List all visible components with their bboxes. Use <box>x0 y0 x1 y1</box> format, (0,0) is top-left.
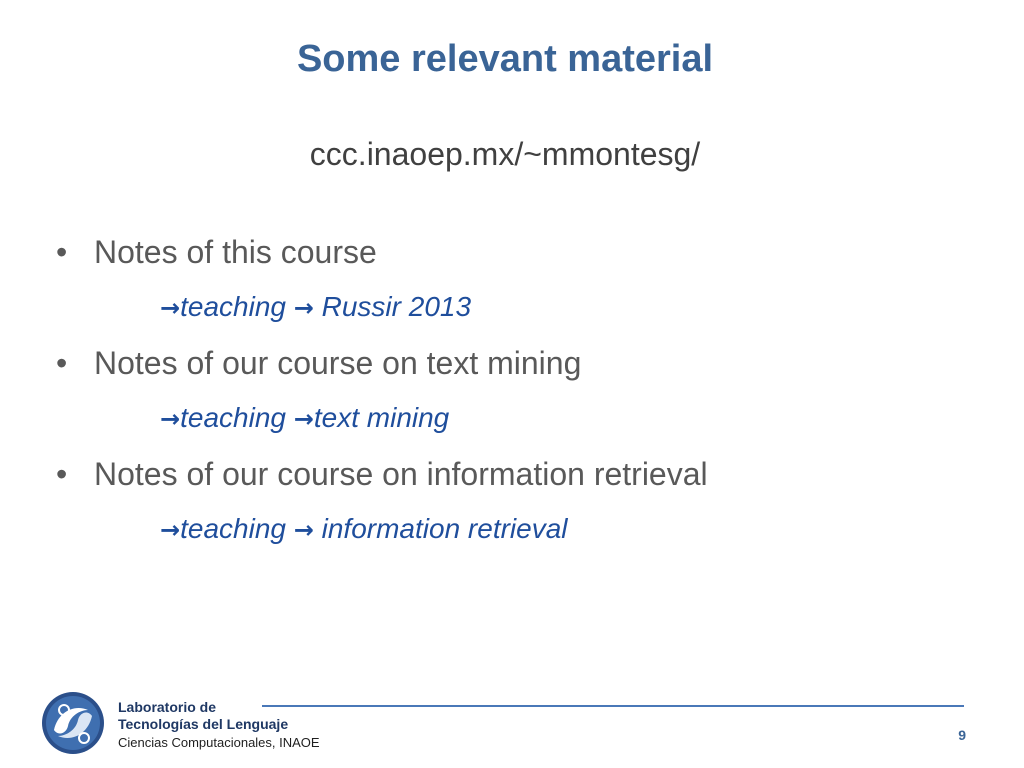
arrow-right-icon: → <box>293 405 314 433</box>
bullet-text: Notes of our course on text mining <box>94 345 582 381</box>
bullet-text: Notes of this course <box>94 234 377 270</box>
path-link-teaching[interactable]: teaching <box>180 513 294 544</box>
bullet-glyph: • <box>56 234 68 270</box>
homepage-url: ccc.inaoep.mx/~mmontesg/ <box>309 136 701 172</box>
nav-path <box>160 402 449 434</box>
lab-name-line1: Laboratorio de <box>118 699 217 715</box>
page-number: 9 <box>958 727 966 743</box>
inaoe-logo-icon <box>40 690 106 756</box>
bullet-glyph: • <box>56 456 68 492</box>
path-link-teaching[interactable]: teaching <box>180 402 294 433</box>
bullet-item <box>56 345 581 382</box>
arrow-right-icon: → <box>293 294 314 322</box>
bullet-item <box>56 234 377 271</box>
arrow-right-icon: → <box>160 516 181 544</box>
path-link-russir[interactable]: Russir 2013 <box>313 291 472 322</box>
path-link-text-mining[interactable]: text mining <box>313 402 450 433</box>
bullet-text: Notes of our course on information retrieval <box>94 456 708 492</box>
nav-path <box>160 513 568 545</box>
bullet-item <box>56 456 708 493</box>
arrow-right-icon: → <box>160 405 181 433</box>
lab-name-line2: Tecnologías del Lenguaje <box>118 716 289 732</box>
bullet-glyph: • <box>56 345 68 381</box>
arrow-right-icon: → <box>160 294 181 322</box>
institution-name: Ciencias Computacionales, INAOE <box>118 735 320 750</box>
footer-divider <box>262 705 964 707</box>
path-link-teaching[interactable]: teaching <box>180 291 294 322</box>
nav-path <box>160 291 471 323</box>
arrow-right-icon: → <box>293 516 314 544</box>
path-link-information-retrieval[interactable]: information retrieval <box>313 513 568 544</box>
slide-title: Some relevant material <box>296 38 714 80</box>
